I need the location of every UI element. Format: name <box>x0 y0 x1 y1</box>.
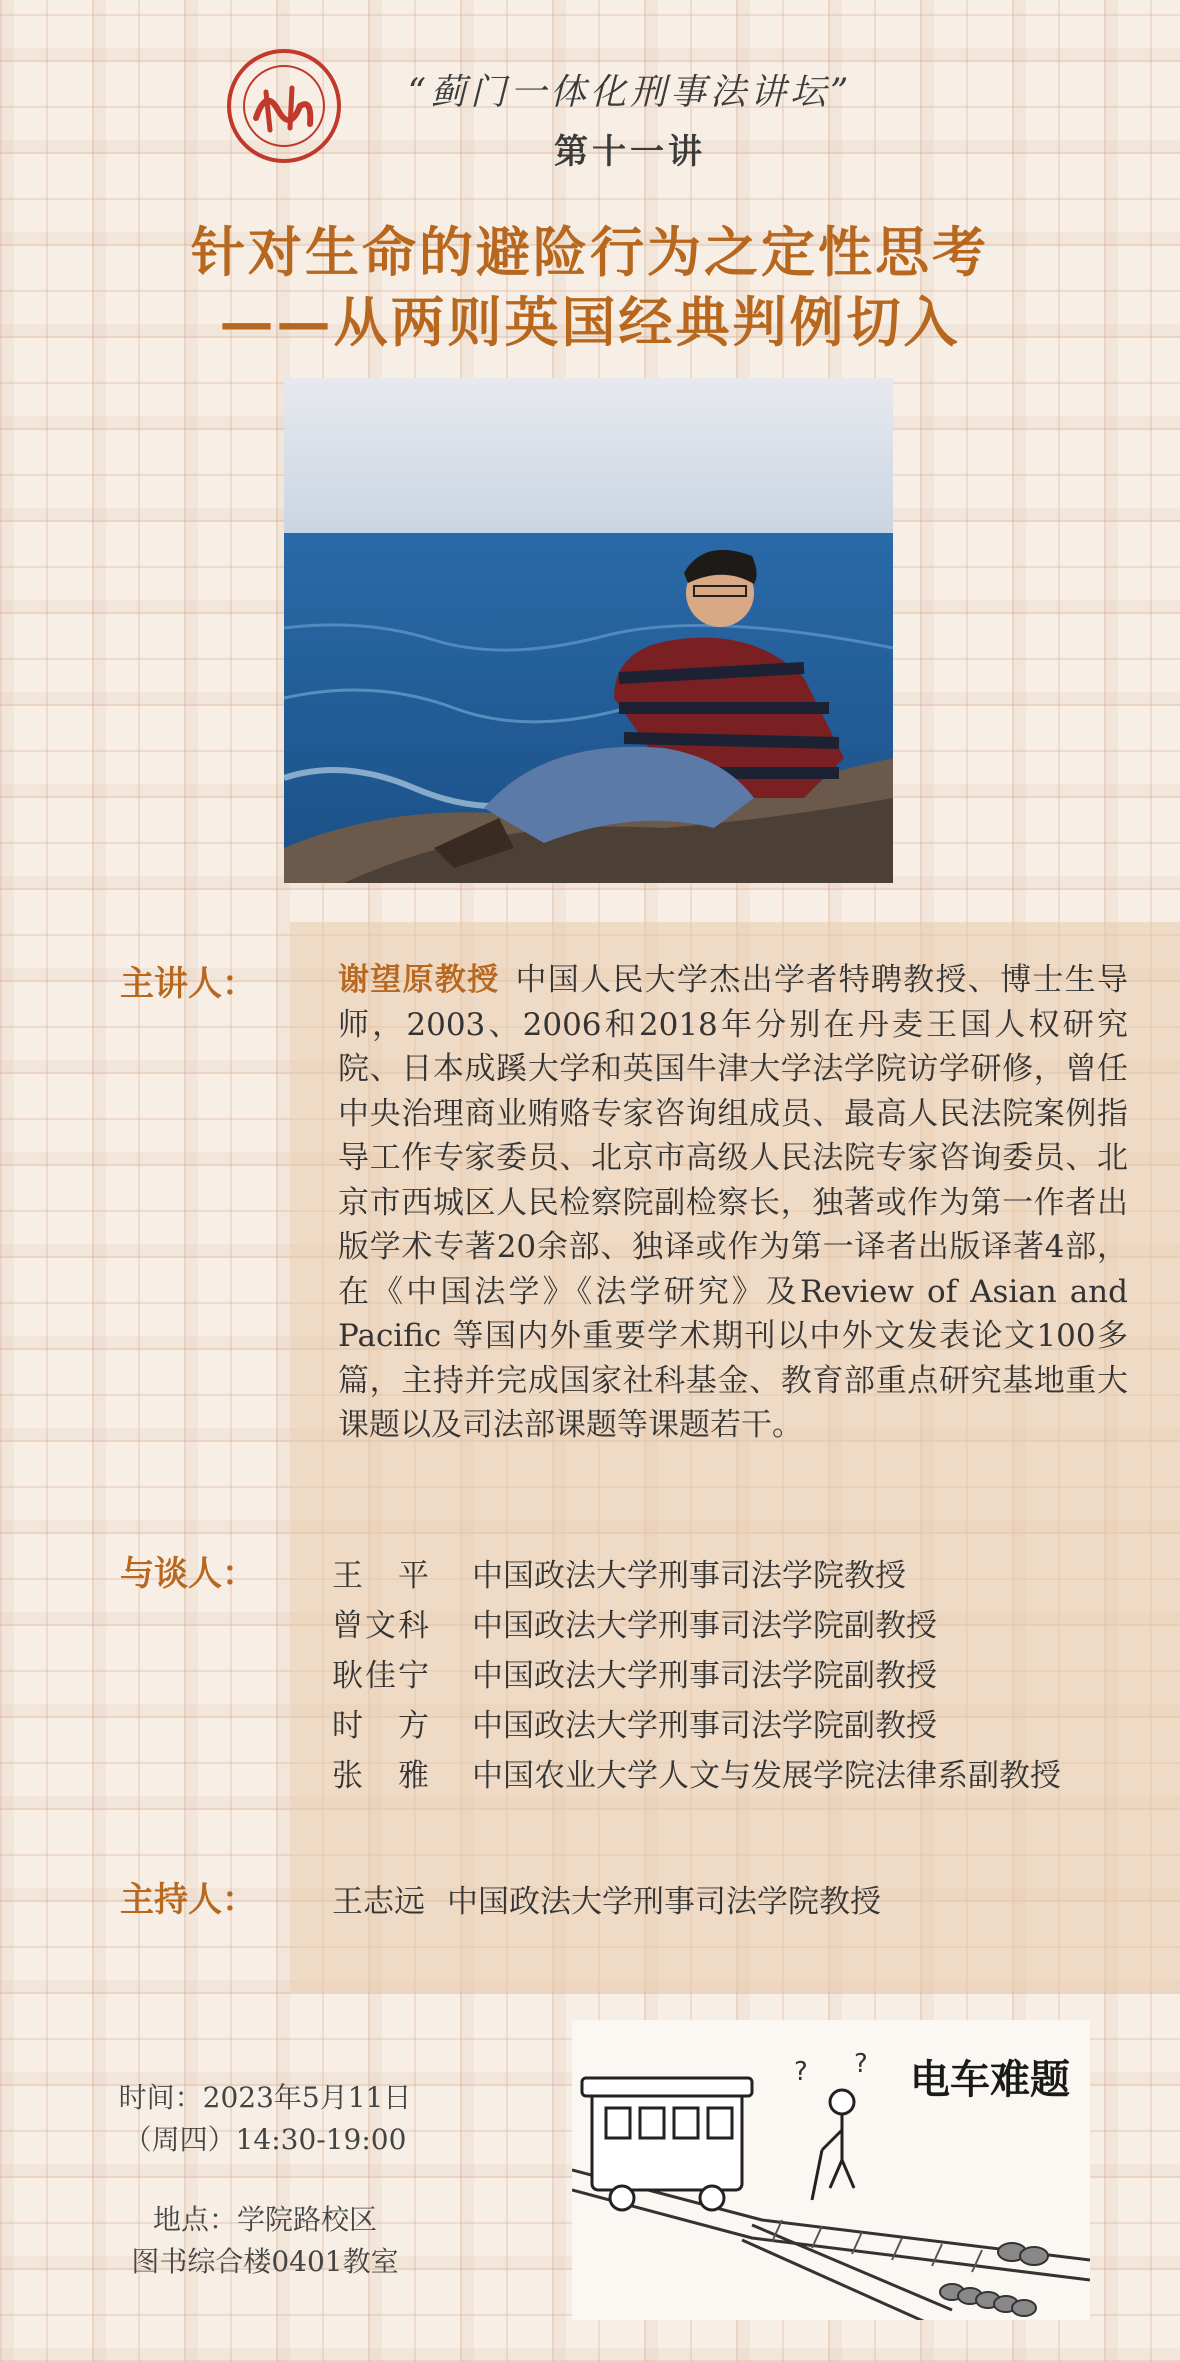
trolley-problem-title: 电车难题 <box>910 2057 1070 2103</box>
discussant-row <box>332 1600 937 1645</box>
speaker-bio-text: 中国人民大学杰出学者特聘教授、博士生导师，2003、2006和2018年分别在丹麦王国人权研究院、日本成蹊大学和英国牛津大学法学院访学研修，曾任中央治理商业贿赂专家咨询组成员、最高人民法院案例指导工作专家委员、北京市高级人民法院专家咨询委员、北京市西城区人民检察院副检察长，独著或作为第一作者出版学术专著20余部、独译或作为第一译者出版译著4部，在《中国法学》《法学研究》及Review of Asian and Pacific 等国内外重要学术期刊以中外文发表论文100多篇，主持并完成国家社科基金、教育部重点研究基地重大课题以及司法部课题等课题若干。 <box>338 962 1129 1443</box>
host-title: 中国政法大学刑事司法学院教授 <box>447 1884 881 1920</box>
lecture-title: 针对生命的避险行为之定性思考 <box>191 220 989 284</box>
host-label: 主持人： <box>120 1880 256 1920</box>
discussant-row <box>332 1550 906 1595</box>
discussant-title: 中国政法大学刑事司法学院教授 <box>472 1558 906 1594</box>
speaker-label: 主讲人： <box>120 964 256 1004</box>
lecture-number: 第十一讲 <box>554 132 706 172</box>
event-date: 时间：2023年5月11日 <box>118 2081 412 2114</box>
event-room: 图书综合楼0401教室 <box>131 2245 399 2278</box>
trolley-problem-illustration <box>572 2020 1090 2320</box>
discussant-row <box>332 1650 937 1695</box>
host-row <box>332 1876 881 1921</box>
discussant-title: 中国农业大学人文与发展学院法律系副教授 <box>472 1758 1061 1794</box>
lecture-subtitle: ——从两则英国经典判例切入 <box>219 290 961 354</box>
discussant-name: 王 平 <box>332 1558 431 1594</box>
discussant-label: 与谈人： <box>120 1554 256 1594</box>
discussant-title: 中国政法大学刑事司法学院副教授 <box>472 1658 937 1694</box>
discussant-title: 中国政法大学刑事司法学院副教授 <box>472 1708 937 1744</box>
discussant-name: 耿佳宁 <box>332 1658 431 1694</box>
discussant-title: 中国政法大学刑事司法学院副教授 <box>472 1608 937 1644</box>
discussant-name: 时 方 <box>332 1708 431 1744</box>
university-logo <box>226 48 342 164</box>
event-campus: 地点：学院路校区 <box>152 2203 377 2236</box>
discussant-row <box>332 1750 1061 1795</box>
lecture-series-title: “蓟门一体化刑事法讲坛” <box>407 72 853 113</box>
svg-text:?: ? <box>794 2057 808 2087</box>
event-time: （周四）14:30-19:00 <box>123 2123 407 2156</box>
discussant-name: 张 雅 <box>332 1758 431 1794</box>
speaker-bio <box>338 958 1128 1448</box>
svg-text:?: ? <box>854 2049 868 2079</box>
discussant-row <box>332 1700 937 1745</box>
speaker-name: 谢望原教授 <box>338 962 500 998</box>
speaker-photo <box>284 378 893 883</box>
discussant-name: 曾文科 <box>332 1608 431 1644</box>
host-name: 王志远 <box>332 1884 425 1920</box>
